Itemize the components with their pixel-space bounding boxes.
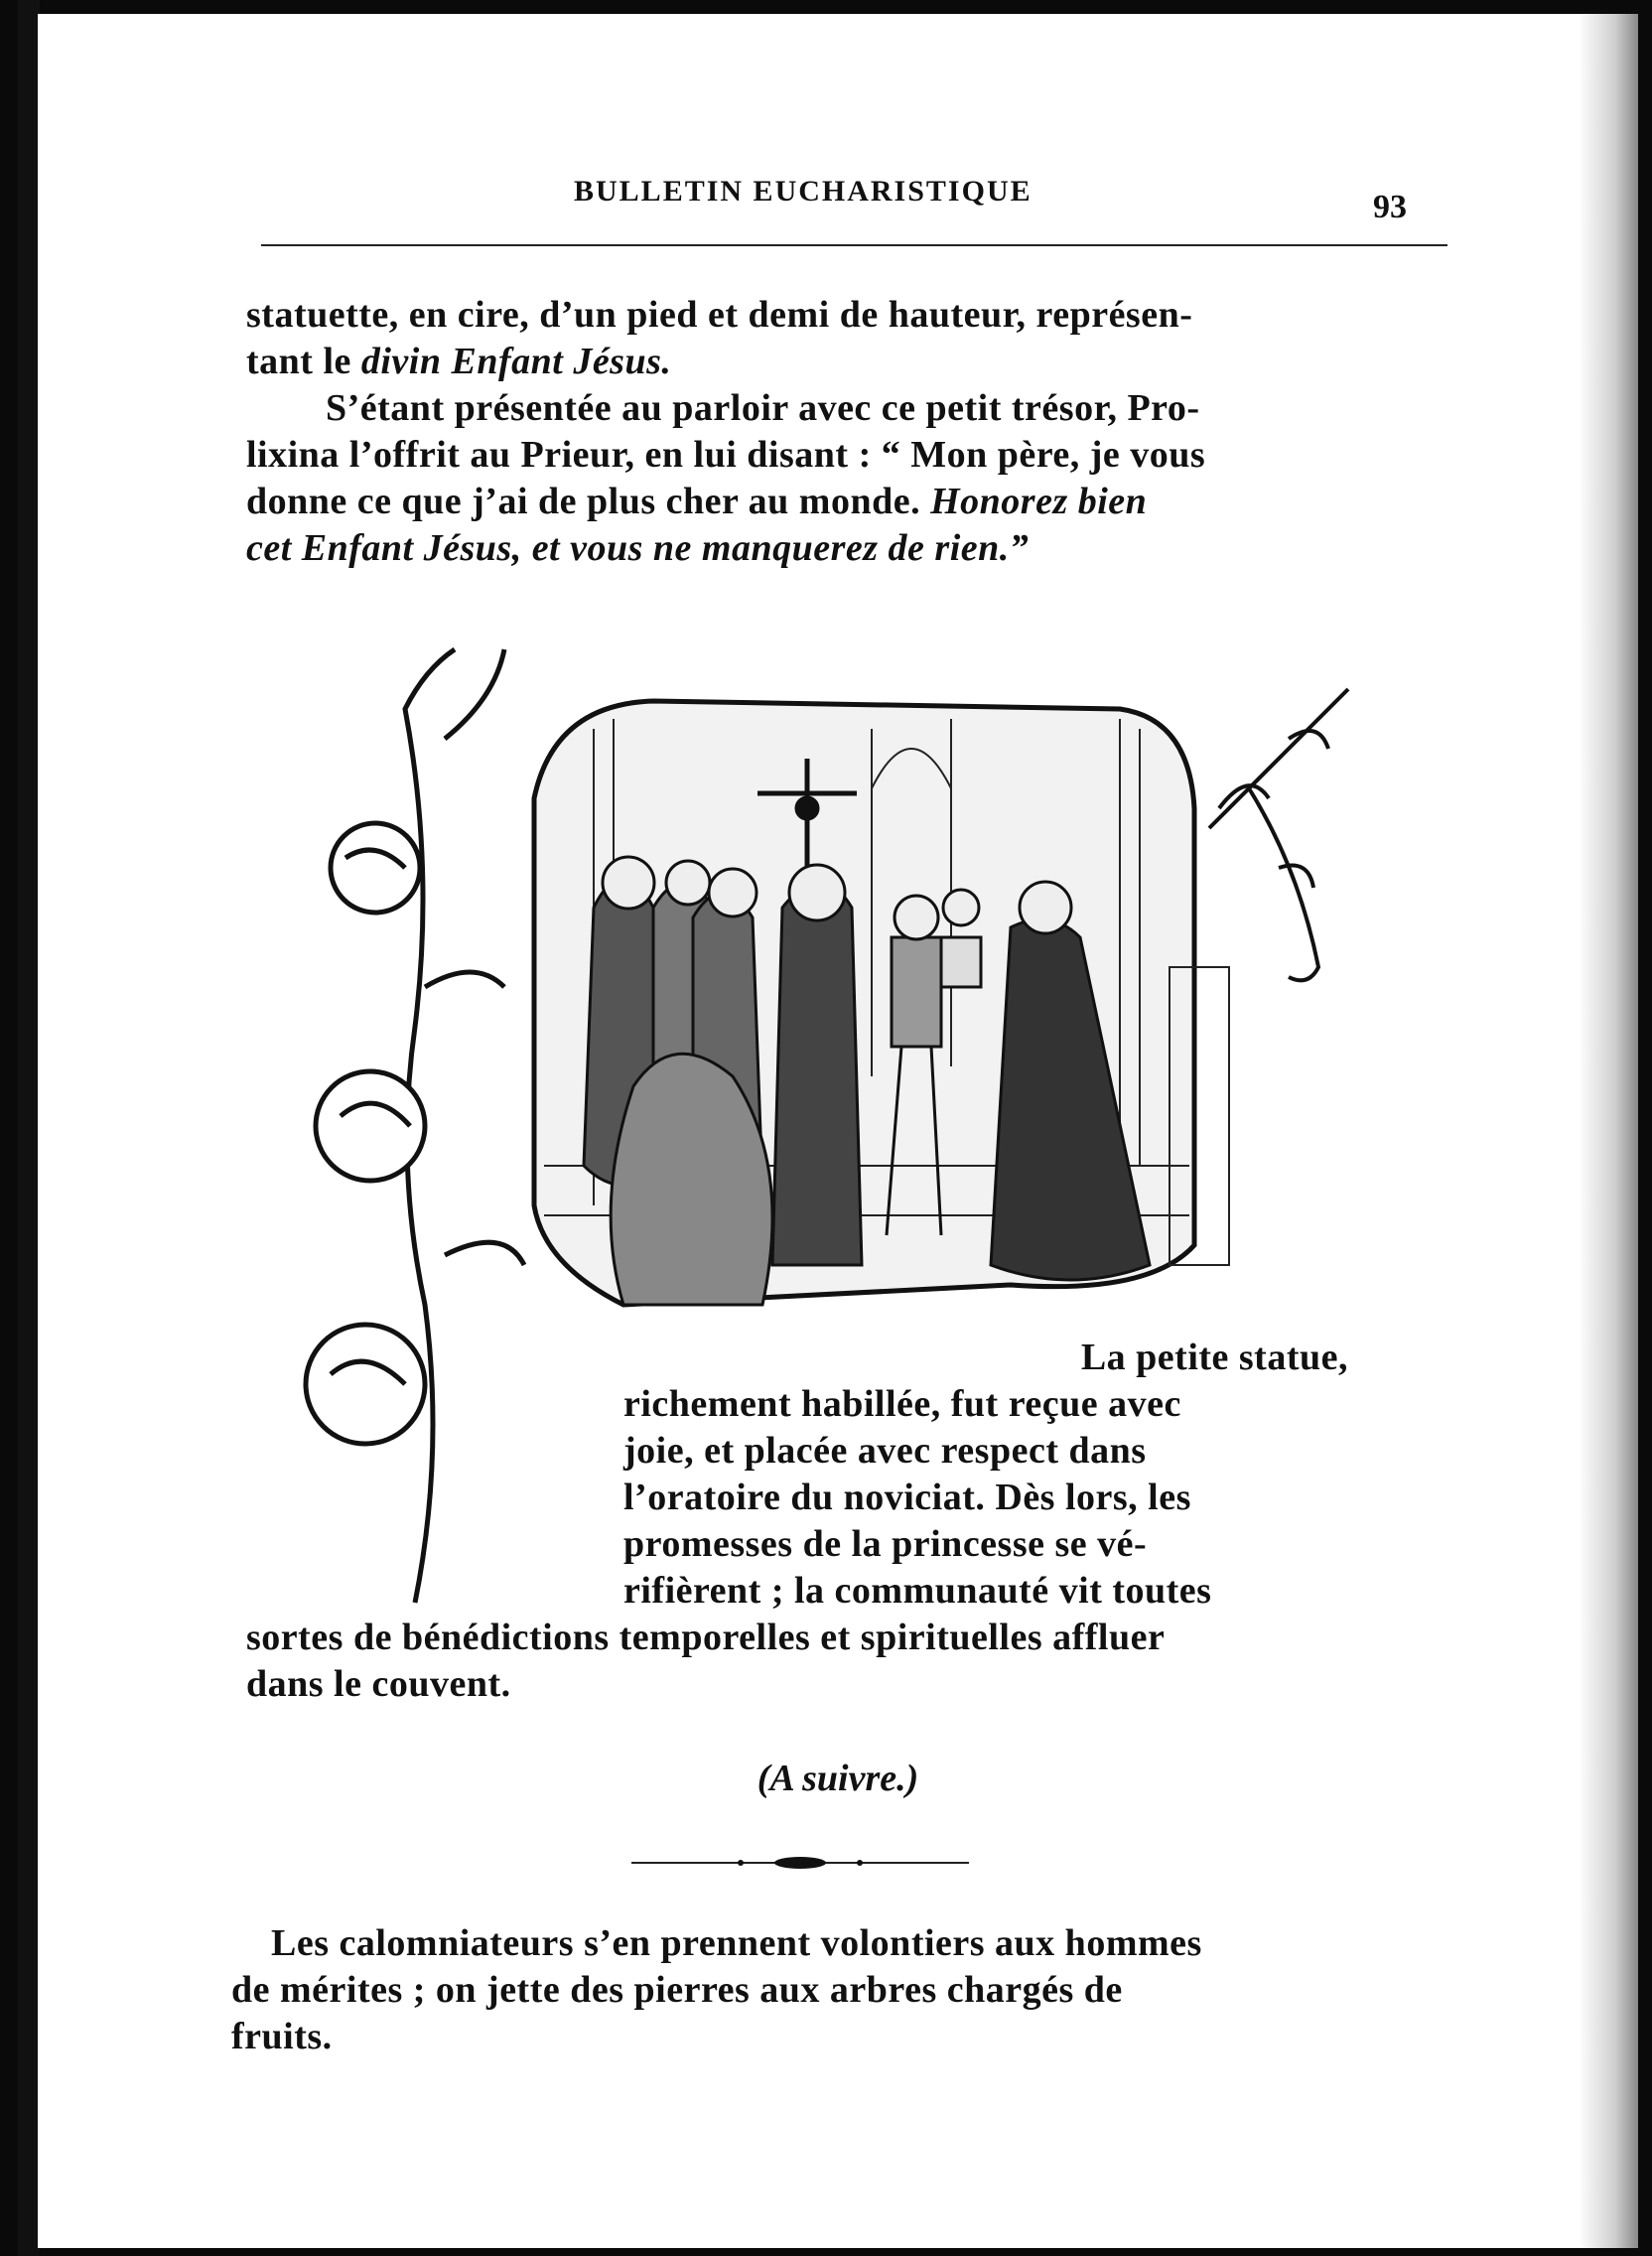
- text-line: lixina l’offrit au Prieur, en lui disant : “ Mon père, je vous: [246, 434, 1206, 476]
- italic-span: Honorez bien: [930, 481, 1148, 522]
- running-header: BULLETIN EUCHARISTIQUE: [574, 175, 1032, 208]
- header-rule: [261, 244, 1447, 246]
- book-binding-edge: [18, 0, 40, 2256]
- to-be-continued: (A suivre.): [757, 1758, 919, 1799]
- prior-figure: [772, 865, 862, 1265]
- italic-span: divin Enfant Jésus.: [360, 341, 672, 382]
- text-line: Les calomniateurs s’en prennent volontiers aux hommes: [271, 1922, 1202, 1964]
- page-gutter-shadow: [1579, 14, 1638, 2248]
- book-page: [38, 14, 1638, 2248]
- text-line: [246, 479, 1438, 525]
- text-line: de mérites ; on jette des pierres aux arbres chargés de: [231, 1969, 1123, 2011]
- text-span: donne ce que j’ai de plus cher au monde.: [246, 481, 931, 522]
- text-line: S’étant présentée au parloir avec ce petit trésor, Pro-: [326, 387, 1200, 429]
- text-line: l’oratoire du noviciat. Dès lors, les: [623, 1477, 1191, 1518]
- text-line: rifièrent ; la communauté vit toutes: [623, 1570, 1212, 1612]
- text-line: fruits.: [231, 2016, 333, 2057]
- text-line: La petite statue,: [1080, 1337, 1348, 1378]
- caption-paragraph: [623, 1335, 1348, 1615]
- text-span: tant le: [246, 341, 361, 382]
- text-line: richement habillée, fut reçue avec: [623, 1383, 1181, 1425]
- ornamental-divider: [631, 1851, 969, 1875]
- text-line: statuette, en cire, d’un pied et demi de hauteur, représen-: [246, 294, 1193, 336]
- text-line: [246, 339, 1438, 385]
- caption-paragraph-continued: [246, 1615, 1408, 1708]
- text-line: dans le couvent.: [246, 1663, 511, 1705]
- text-line: promesses de la princesse se vé-: [623, 1523, 1148, 1565]
- maxim-paragraph: [231, 1920, 1393, 2060]
- page-number: 93: [1373, 189, 1407, 225]
- leaf-sprig-right: [1209, 689, 1348, 980]
- rose-vine-left: [306, 649, 524, 1603]
- text-line: sortes de bénédictions temporelles et spirituelles affluer: [246, 1617, 1166, 1658]
- text-line: joie, et placée avec respect dans: [623, 1430, 1147, 1472]
- top-paragraphs: [246, 292, 1438, 572]
- text-line: cet Enfant Jésus, et vous ne manquerez de rien.”: [246, 527, 1030, 569]
